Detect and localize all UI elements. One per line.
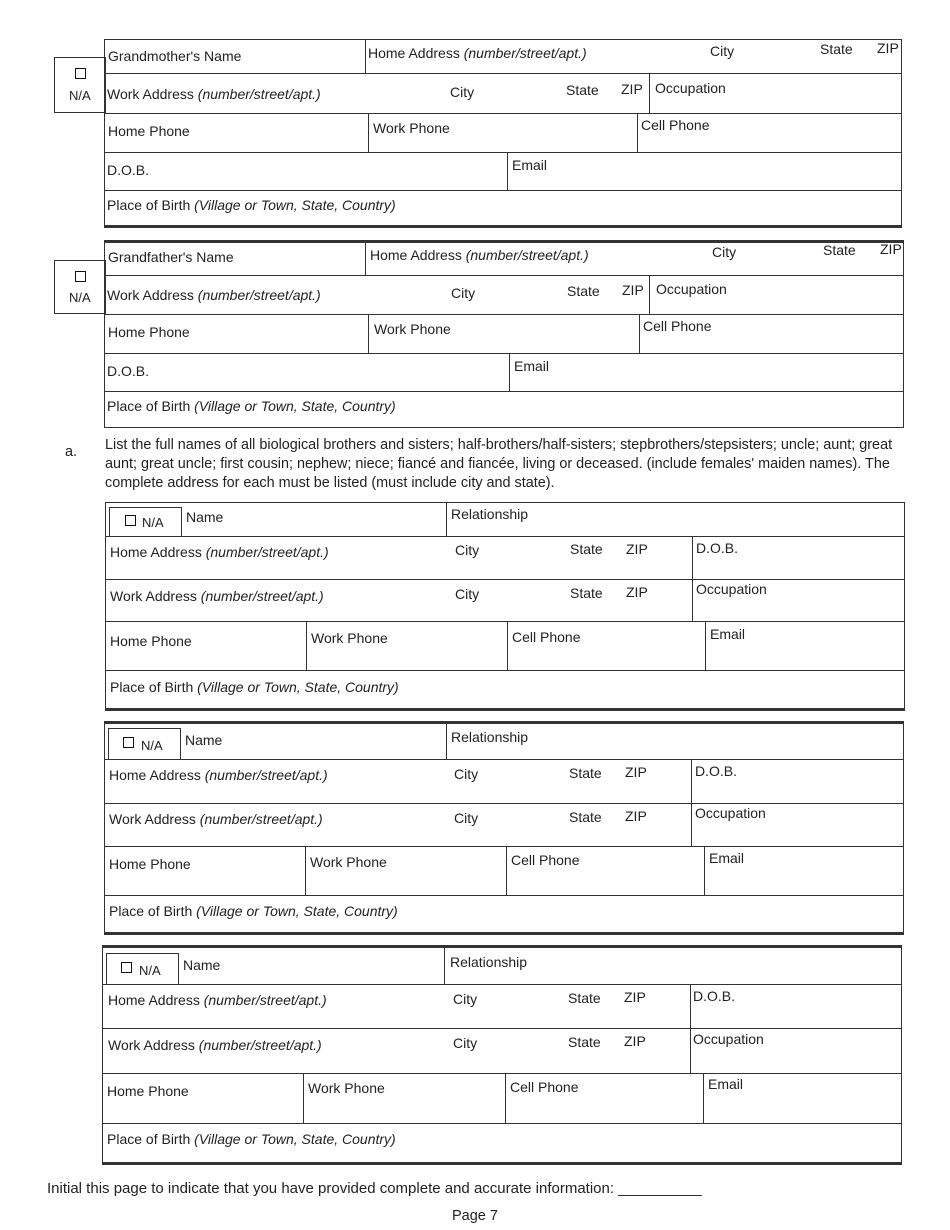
- relative-2-name-label: Name: [185, 732, 223, 748]
- divider: [303, 1073, 304, 1123]
- grandmother-dob-label: D.O.B.: [107, 162, 150, 178]
- divider: [105, 621, 905, 622]
- initial-blank[interactable]: __________: [618, 1180, 702, 1197]
- relative-2-work-address-label: Work Address (number/street/apt.): [109, 811, 323, 827]
- grandfather-occupation-label: Occupation: [656, 281, 727, 297]
- relative-1-work-address-label: Work Address (number/street/apt.): [110, 588, 324, 604]
- grandfather-pob-label: Place of Birth (Village or Town, State, Country): [107, 398, 396, 414]
- grandfather-home-city-label: City: [712, 244, 737, 260]
- page-number: Page 7: [452, 1208, 498, 1224]
- divider: [306, 621, 307, 670]
- relative-1-work-phone-label: Work Phone: [311, 630, 388, 646]
- divider: [368, 113, 369, 152]
- relative-2-home-phone-label: Home Phone: [109, 856, 191, 872]
- relative-1-work-city-label: City: [455, 586, 480, 602]
- relative-3-work-phone-label: Work Phone: [308, 1080, 385, 1096]
- relative-3-na-label: N/A: [139, 963, 161, 978]
- relative-3-home-state-label: State: [568, 990, 601, 1006]
- relative-3-home-phone-label: Home Phone: [107, 1083, 189, 1099]
- grandfather-work-state-label: State: [567, 283, 600, 299]
- relative-3-work-zip-label: ZIP: [624, 1033, 646, 1049]
- relative-1-work-zip-label: ZIP: [626, 584, 648, 600]
- grandfather-work-city-label: City: [451, 285, 476, 301]
- grandmother-work-phone-label: Work Phone: [373, 120, 450, 136]
- divider: [365, 39, 366, 73]
- relative-1-work-state-label: State: [570, 585, 603, 601]
- grandmother-occupation-label: Occupation: [655, 80, 726, 96]
- divider: [104, 275, 904, 276]
- relative-3-home-city-label: City: [453, 991, 478, 1007]
- divider: [104, 190, 902, 191]
- grandmother-na-checkbox[interactable]: [75, 68, 86, 79]
- grandmother-home-phone-label: Home Phone: [108, 123, 190, 139]
- relative-3-name-label: Name: [183, 957, 221, 973]
- divider: [649, 275, 650, 314]
- divider: [104, 895, 904, 896]
- divider: [102, 984, 902, 985]
- divider: [444, 948, 445, 984]
- divider: [104, 391, 904, 392]
- divider: [446, 724, 447, 759]
- divider: [690, 984, 691, 1073]
- divider: [639, 314, 640, 353]
- relative-2-work-phone-label: Work Phone: [310, 854, 387, 870]
- divider: [505, 1073, 506, 1123]
- relative-1-email-label: Email: [710, 626, 746, 642]
- relative-3-relationship-label: Relationship: [450, 954, 528, 970]
- divider: [703, 1073, 704, 1123]
- relative-2-work-zip-label: ZIP: [625, 808, 647, 824]
- relative-1-home-state-label: State: [570, 541, 603, 557]
- relative-3-work-state-label: State: [568, 1034, 601, 1050]
- divider: [104, 113, 902, 114]
- grandmother-home-zip-label: ZIP: [877, 40, 899, 56]
- grandmother-name-label: Grandmother's Name: [108, 48, 242, 64]
- grandmother-home-city-label: City: [710, 43, 735, 59]
- relative-1-name-label: Name: [186, 509, 224, 525]
- grandfather-home-state-label: State: [823, 242, 856, 258]
- initial-prompt: Initial this page to indicate that you have provided complete and accurate information:: [47, 1180, 615, 1197]
- grandfather-na-checkbox[interactable]: [75, 271, 86, 282]
- divider: [692, 536, 693, 621]
- grandfather-work-address-label: Work Address (number/street/apt.): [107, 287, 321, 303]
- divider: [509, 353, 510, 391]
- relative-3-na-checkbox[interactable]: [121, 962, 132, 973]
- relative-2-pob-label: Place of Birth (Village or Town, State, Country): [109, 903, 398, 919]
- divider: [691, 759, 692, 846]
- relative-1-occupation-label: Occupation: [696, 581, 767, 597]
- relative-2-home-zip-label: ZIP: [625, 764, 647, 780]
- grandmother-work-state-label: State: [566, 82, 599, 98]
- grandmother-home-address-label: Home Address (number/street/apt.): [368, 45, 587, 61]
- relative-1-na-label: N/A: [142, 515, 164, 530]
- divider: [104, 353, 904, 354]
- relative-2-occupation-label: Occupation: [695, 805, 766, 821]
- grandmother-work-address-label: Work Address (number/street/apt.): [107, 86, 321, 102]
- divider: [507, 152, 508, 190]
- divider: [102, 1073, 902, 1074]
- relative-3-work-city-label: City: [453, 1035, 478, 1051]
- divider: [507, 621, 508, 670]
- divider: [446, 502, 447, 536]
- divider: [705, 621, 706, 670]
- relative-1-dob-label: D.O.B.: [696, 540, 739, 556]
- relative-2-na-checkbox[interactable]: [123, 737, 134, 748]
- grandfather-name-label: Grandfather's Name: [108, 249, 234, 265]
- relative-1-home-city-label: City: [455, 542, 480, 558]
- grandmother-cell-phone-label: Cell Phone: [641, 117, 710, 133]
- divider: [637, 113, 638, 152]
- grandmother-na-box: [54, 57, 106, 113]
- relative-3-pob-label: Place of Birth (Village or Town, State, Country): [107, 1131, 396, 1147]
- relative-3-occupation-label: Occupation: [693, 1031, 764, 1047]
- divider: [104, 73, 902, 74]
- divider: [104, 759, 904, 760]
- relative-1-relationship-label: Relationship: [451, 506, 529, 522]
- instruction-text: List the full names of all biological brothers and sisters; half-brothers/half-sisters; stepbrothers/stepsisters; uncle; aunt; great aunt; great uncle; first cousin; nephew; niece; fiancé and fiancée, living or deceased. (include females' maiden names). The complete address for each must be listed (must include city and state).: [105, 437, 893, 491]
- grandfather-email-label: Email: [514, 358, 550, 374]
- divider: [105, 670, 905, 671]
- divider: [104, 152, 902, 153]
- grandfather-na-label: N/A: [69, 290, 91, 305]
- divider: [102, 1028, 902, 1029]
- relative-2-home-address-label: Home Address (number/street/apt.): [109, 767, 328, 783]
- divider: [104, 846, 904, 847]
- relative-1-pob-label: Place of Birth (Village or Town, State, Country): [110, 679, 399, 695]
- initial-statement: [47, 1180, 702, 1197]
- relative-3-email-label: Email: [708, 1076, 744, 1092]
- relative-3-home-address-label: Home Address (number/street/apt.): [108, 992, 327, 1008]
- divider: [365, 240, 366, 275]
- relative-1-cell-phone-label: Cell Phone: [512, 629, 581, 645]
- grandfather-work-zip-label: ZIP: [622, 282, 644, 298]
- grandmother-work-zip-label: ZIP: [621, 81, 643, 97]
- relative-2-work-state-label: State: [569, 809, 602, 825]
- grandmother-work-city-label: City: [450, 84, 475, 100]
- relative-2-na-label: N/A: [141, 738, 163, 753]
- relative-3-cell-phone-label: Cell Phone: [510, 1079, 579, 1095]
- relative-2-work-city-label: City: [454, 810, 479, 826]
- relative-3-dob-label: D.O.B.: [693, 988, 736, 1004]
- relative-1-home-phone-label: Home Phone: [110, 633, 192, 649]
- grandmother-na-label: N/A: [69, 88, 91, 103]
- divider: [368, 314, 369, 353]
- divider: [105, 536, 905, 537]
- relative-3-home-zip-label: ZIP: [624, 989, 646, 1005]
- divider: [704, 846, 705, 895]
- relative-2-home-state-label: State: [569, 765, 602, 781]
- grandfather-home-zip-label: ZIP: [880, 241, 902, 257]
- relative-1-home-zip-label: ZIP: [626, 541, 648, 557]
- relative-2-home-city-label: City: [454, 766, 479, 782]
- divider: [102, 1123, 902, 1124]
- divider: [105, 579, 905, 580]
- relative-1-home-address-label: Home Address (number/street/apt.): [110, 544, 329, 560]
- divider: [506, 846, 507, 895]
- relative-3-work-address-label: Work Address (number/street/apt.): [108, 1037, 322, 1053]
- grandfather-home-phone-label: Home Phone: [108, 324, 190, 340]
- divider: [104, 314, 904, 315]
- grandmother-pob-label: Place of Birth (Village or Town, State, Country): [107, 197, 396, 213]
- relative-2-email-label: Email: [709, 850, 745, 866]
- grandfather-home-address-label: Home Address (number/street/apt.): [370, 247, 589, 263]
- grandmother-email-label: Email: [512, 157, 548, 173]
- relative-2-relationship-label: Relationship: [451, 729, 529, 745]
- grandfather-work-phone-label: Work Phone: [374, 321, 451, 337]
- relative-2-dob-label: D.O.B.: [695, 763, 738, 779]
- divider: [649, 73, 650, 113]
- grandmother-home-state-label: State: [820, 41, 853, 57]
- relative-2-cell-phone-label: Cell Phone: [511, 852, 580, 868]
- instruction-marker: a.: [65, 444, 78, 460]
- grandfather-dob-label: D.O.B.: [107, 363, 150, 379]
- divider: [305, 846, 306, 895]
- grandfather-cell-phone-label: Cell Phone: [643, 318, 712, 334]
- divider: [104, 803, 904, 804]
- relative-1-na-checkbox[interactable]: [125, 515, 136, 526]
